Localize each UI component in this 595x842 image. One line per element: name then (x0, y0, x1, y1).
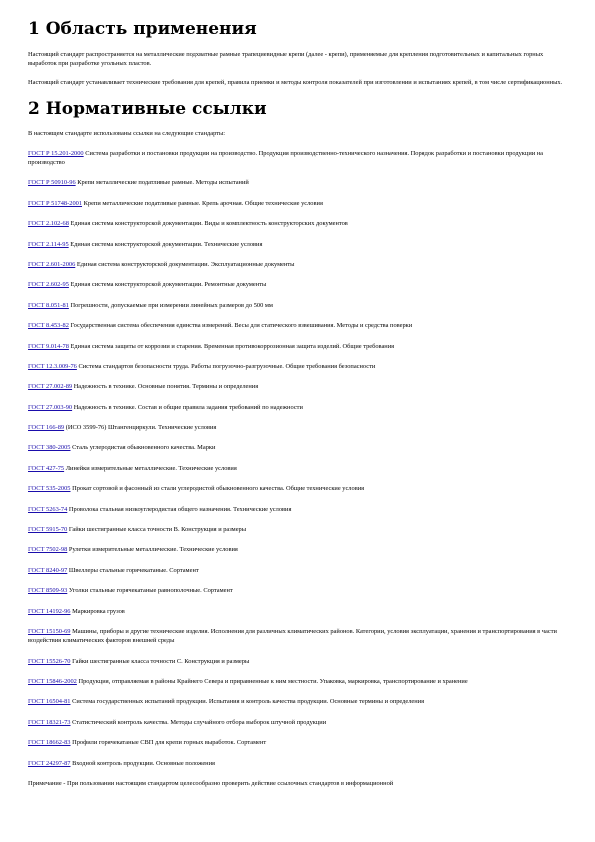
standard-link[interactable]: ГОСТ 8.453-82 (28, 322, 69, 330)
standard-link[interactable]: ГОСТ 27.002-89 (28, 383, 73, 391)
standard-title: Надежность в технике. Состав и общие правила задания требований по надежности (72, 403, 303, 411)
standard-title: Крепи металлические податливые рамные. Крепь арочная. Общие технические условия (82, 199, 323, 207)
standard-title: Надежность в технике. Основные понятия. Термины и определения (72, 383, 259, 391)
scope-paragraph-1: Настоящий стандарт распространяется на металлические подхватные рамные трапециевидные крепи (далее - крепи), применяемые для крепления подготовительных и капитальных горных выработок при разработке угольных пластов. (28, 51, 544, 68)
reference-item (28, 382, 565, 391)
standard-link[interactable]: ГОСТ 18662-83 (28, 739, 71, 747)
standard-title: Единая система конструкторской документации. Технические условия (68, 240, 263, 248)
standard-title: Входной контроль продукции. Основные положения (70, 759, 215, 767)
reference-item (28, 342, 565, 351)
standard-link[interactable]: ГОСТ 2.602-95 (28, 281, 69, 289)
standard-link[interactable]: ГОСТ 8240-97 (28, 566, 68, 574)
reference-item (28, 321, 565, 330)
standard-title: Маркировка грузов (70, 607, 125, 615)
standard-title: Система стандартов безопасности труда. Работы погрузочно-разгрузочные. Общие требования безопасности (76, 362, 376, 370)
standard-link[interactable]: ГОСТ 166-89 (28, 424, 65, 432)
reference-item (28, 464, 565, 473)
standard-title: Статистический контроль качества. Методы случайного отбора выборок штучной продукции (70, 718, 327, 726)
reference-item (28, 219, 565, 228)
standard-title: Проволока стальная низкоуглеродистая общего назначения. Технические условия (67, 505, 292, 513)
standard-title: Единая система конструкторской документации. Виды и комплектность конструкторских документов (68, 220, 348, 228)
standard-link[interactable]: ГОСТ 427-75 (28, 464, 65, 472)
standard-title: Линейки измерительные металлические. Технические условия (64, 464, 237, 472)
standard-title: Погрешности, допускаемые при измерении линейных размеров до 500 мм (68, 301, 273, 309)
reference-item (28, 738, 565, 747)
standard-link[interactable]: ГОСТ 2.114-95 (28, 240, 69, 248)
standard-link[interactable]: ГОСТ 15526-70 (28, 657, 71, 665)
standard-title: Профили горячекатаные СВП для крепи горных выработок. Сортамент (70, 739, 267, 747)
standard-link[interactable]: ГОСТ 9.014-78 (28, 342, 69, 350)
standard-title: Система государственных испытаний продукции. Испытания и контроль качества продукции. Основные термины и определения (70, 698, 425, 706)
standard-link[interactable]: ГОСТ 2.102-68 (28, 220, 69, 228)
scope-paragraph-2: Настоящий стандарт устанавливает технические требования для крепей, правила приемки и методы контроля показателей при изготовлении и испытаниях крепей, в том числе сертификационных. (28, 79, 563, 87)
reference-item (28, 484, 565, 493)
standard-link[interactable]: ГОСТ 15846-2002 (28, 677, 77, 685)
reference-item (28, 443, 565, 452)
section-2-heading: 2 Нормативные ссылки (28, 98, 267, 119)
standard-link[interactable]: ГОСТ 18321-73 (28, 718, 71, 726)
standard-link[interactable]: ГОСТ 15150-69 (28, 628, 71, 635)
reference-item (28, 362, 565, 371)
standard-link[interactable]: ГОСТ 12.3.009-76 (28, 362, 77, 370)
reference-item (28, 677, 565, 686)
standard-title: Уголки стальные горячекатаные равнополочные. Сортамент (67, 587, 233, 595)
standard-title: Швеллеры стальные горячекатаные. Сортамент (67, 566, 199, 574)
reference-item (28, 301, 565, 310)
reference-item (28, 759, 565, 768)
reference-item (28, 199, 565, 208)
standard-title: Система разработки и постановки продукции на производство. Продукция производственно-технического назначения. Порядок разработки и постановки продукции на производство (28, 149, 544, 167)
standard-title: Крепи металлические податливые рамные. Методы испытаний (75, 179, 249, 187)
standard-title: Машины, приборы и другие технические изделия. Исполнения для различных климатических районов. Категории, условия эксплуатации, хранения и транспортирования в части воздействия климатических факторов внешней среды (28, 628, 557, 645)
standard-link[interactable]: ГОСТ Р 50910-96 (28, 179, 76, 187)
standard-link[interactable]: ГОСТ 535-2005 (28, 485, 71, 493)
section-1-heading: 1 Область применения (28, 19, 257, 39)
reference-item (28, 280, 565, 289)
reference-item (28, 260, 565, 269)
standard-title: Гайки шестигранные класса точности С. Конструкция и размеры (70, 657, 250, 665)
standard-link[interactable]: ГОСТ 16504-81 (28, 698, 71, 706)
reference-item (28, 178, 565, 187)
reference-item (28, 586, 565, 595)
standard-title: Единая система конструкторской документации. Эксплуатационные документы (75, 260, 295, 268)
reference-item (28, 149, 565, 167)
standard-link[interactable]: ГОСТ 27.003-90 (28, 403, 73, 411)
standard-link[interactable]: ГОСТ 24297-87 (28, 759, 71, 767)
standard-title: Государственная система обеспечения единства измерений. Весы для статического взвешивания. Методы и средства поверки (68, 322, 413, 330)
standard-link[interactable]: ГОСТ Р 51748-2001 (28, 199, 83, 207)
reference-item (28, 240, 565, 249)
reference-item (28, 718, 565, 727)
standard-title: Сталь углеродистая обыкновенного качества. Марки (70, 444, 216, 452)
reference-item (28, 505, 565, 514)
reference-item (28, 657, 565, 666)
reference-item (28, 607, 565, 616)
standard-title: Продукция, отправляемая в районы Крайнего Севера и приравненные к ним местности. Упаковка, маркировка, транспортирование и хранение (76, 677, 468, 685)
standard-title: Единая система защиты от коррозии и старения. Временная противокоррозионная защита изделий. Общие требования (68, 342, 395, 350)
standard-link[interactable]: ГОСТ 8509-93 (28, 587, 68, 595)
standard-title: Единая система конструкторской документации. Ремонтные документы (68, 281, 267, 289)
reference-item (28, 566, 565, 575)
standard-link[interactable]: ГОСТ Р 15.201-2000 (28, 149, 84, 157)
reference-item (28, 545, 565, 554)
reference-item (28, 627, 565, 645)
standard-link[interactable]: ГОСТ 8.051-81 (28, 301, 69, 309)
reference-item (28, 697, 565, 706)
standard-link[interactable]: ГОСТ 380-2005 (28, 444, 71, 452)
references-note: Примечание - При пользовании настоящим стандартом целесообразно проверить действие ссылочных стандартов в информационной (28, 779, 394, 787)
reference-item (28, 525, 565, 534)
standard-link[interactable]: ГОСТ 7502-98 (28, 546, 68, 554)
reference-item (28, 403, 565, 412)
standard-title: Прокат сортовой и фасонный из стали углеродистой обыкновенного качества. Общие технические условия (70, 485, 365, 493)
standard-link[interactable]: ГОСТ 2.601-2006 (28, 260, 76, 268)
standard-title: Гайки шестигранные класса точности В. Конструкция и размеры (67, 526, 247, 534)
reference-list (28, 149, 565, 768)
reference-item (28, 423, 565, 432)
references-intro: В настоящем стандарте использованы ссылки на следующие стандарты: (28, 129, 226, 137)
standard-link[interactable]: ГОСТ 14192-96 (28, 607, 71, 615)
standard-link[interactable]: ГОСТ 5915-70 (28, 526, 68, 534)
standard-title: (ИСО 3599-76) Штангенциркули. Технические условия (64, 424, 217, 432)
standard-title: Рулетки измерительные металлические. Технические условия (67, 546, 238, 554)
standard-link[interactable]: ГОСТ 5263-74 (28, 505, 68, 513)
